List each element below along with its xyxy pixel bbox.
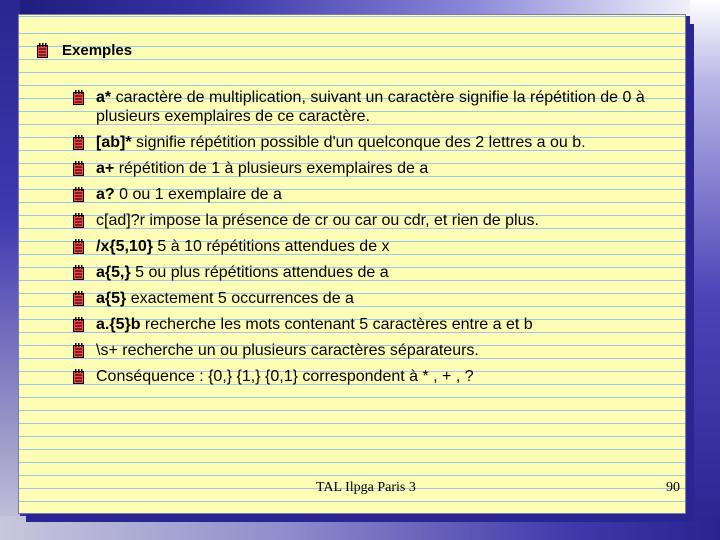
regex-pattern: [ab]*: [96, 134, 132, 151]
slide-title: Exemples: [62, 41, 133, 59]
regex-description: 5 à 10 répétitions attendues de x: [152, 238, 390, 255]
list-item: [72, 88, 684, 126]
notepad-bullet-icon: [72, 160, 86, 177]
list-item-text: [96, 237, 684, 256]
regex-description: \s+ recherche un ou plusieurs caractères séparateurs.: [96, 342, 479, 359]
list-item-text: [96, 88, 684, 126]
list-item-text: [96, 133, 684, 152]
notepad-bullet-icon: [72, 264, 86, 281]
regex-pattern: a{5,}: [96, 264, 131, 281]
slide-frame-right: [690, 0, 720, 540]
list-item: [72, 263, 684, 282]
regex-description: 0 ou 1 exemplaire de a: [114, 186, 282, 203]
list-item-text: [96, 289, 684, 308]
notepad-bullet-icon: [72, 290, 86, 307]
notepad-bullet-icon: [72, 186, 86, 203]
list-item-text: [96, 367, 684, 386]
notepad-bullet-icon: [72, 342, 86, 359]
list-item: [72, 159, 684, 178]
regex-description: signifie répétition possible d'un quelconque des 2 lettres a ou b.: [131, 134, 586, 151]
regex-pattern: /x{5,10}: [96, 238, 153, 255]
list-item-text: [96, 341, 684, 360]
list-item: [72, 133, 684, 152]
notepad-bullet-icon: [72, 212, 86, 229]
list-item: [72, 289, 684, 308]
regex-pattern: a*: [96, 89, 112, 106]
regex-pattern: a{5}: [96, 290, 127, 307]
page-number: 90: [666, 480, 680, 495]
list-item: [72, 211, 684, 230]
notepad-bullet-icon: [36, 42, 50, 59]
regex-description: recherche les mots contenant 5 caractères entre a et b: [140, 316, 533, 333]
notepad-bullet-icon: [72, 316, 86, 333]
slide-header: [36, 40, 132, 60]
list-item-text: [96, 315, 684, 334]
regex-description: 5 ou plus répétitions attendues de a: [130, 264, 389, 281]
slide-frame-left: [0, 0, 20, 540]
list-item: [72, 315, 684, 334]
regex-pattern: a.{5}b: [96, 316, 141, 333]
list-item-text: [96, 185, 684, 204]
list-item-text: [96, 159, 684, 178]
list-item: [72, 341, 684, 360]
examples-list: [72, 88, 684, 393]
regex-pattern: a?: [96, 186, 115, 203]
footer-course-label: TAL Ilpga Paris 3: [316, 480, 416, 495]
notepad-bullet-icon: [72, 368, 86, 385]
list-item: [72, 237, 684, 256]
list-item: [72, 185, 684, 204]
list-item: [72, 367, 684, 386]
regex-description: répétition de 1 à plusieurs exemplaires de a: [114, 160, 429, 177]
notepad-bullet-icon: [72, 134, 86, 151]
regex-description: Conséquence : {0,} {1,} {0,1} correspondent à * , + , ?: [96, 368, 474, 385]
list-item-text: [96, 211, 684, 230]
list-item-text: [96, 263, 684, 282]
regex-description: c[ad]?r impose la présence de cr ou car ou cdr, et rien de plus.: [96, 212, 539, 229]
regex-description: caractère de multiplication, suivant un caractère signifie la répétition de 0 à plusieurs exemplaires de ce caractère.: [96, 89, 645, 125]
notepad-bullet-icon: [72, 89, 86, 106]
regex-pattern: a+: [96, 160, 115, 177]
regex-description: exactement 5 occurrences de a: [126, 290, 354, 307]
notepad-bullet-icon: [72, 238, 86, 255]
